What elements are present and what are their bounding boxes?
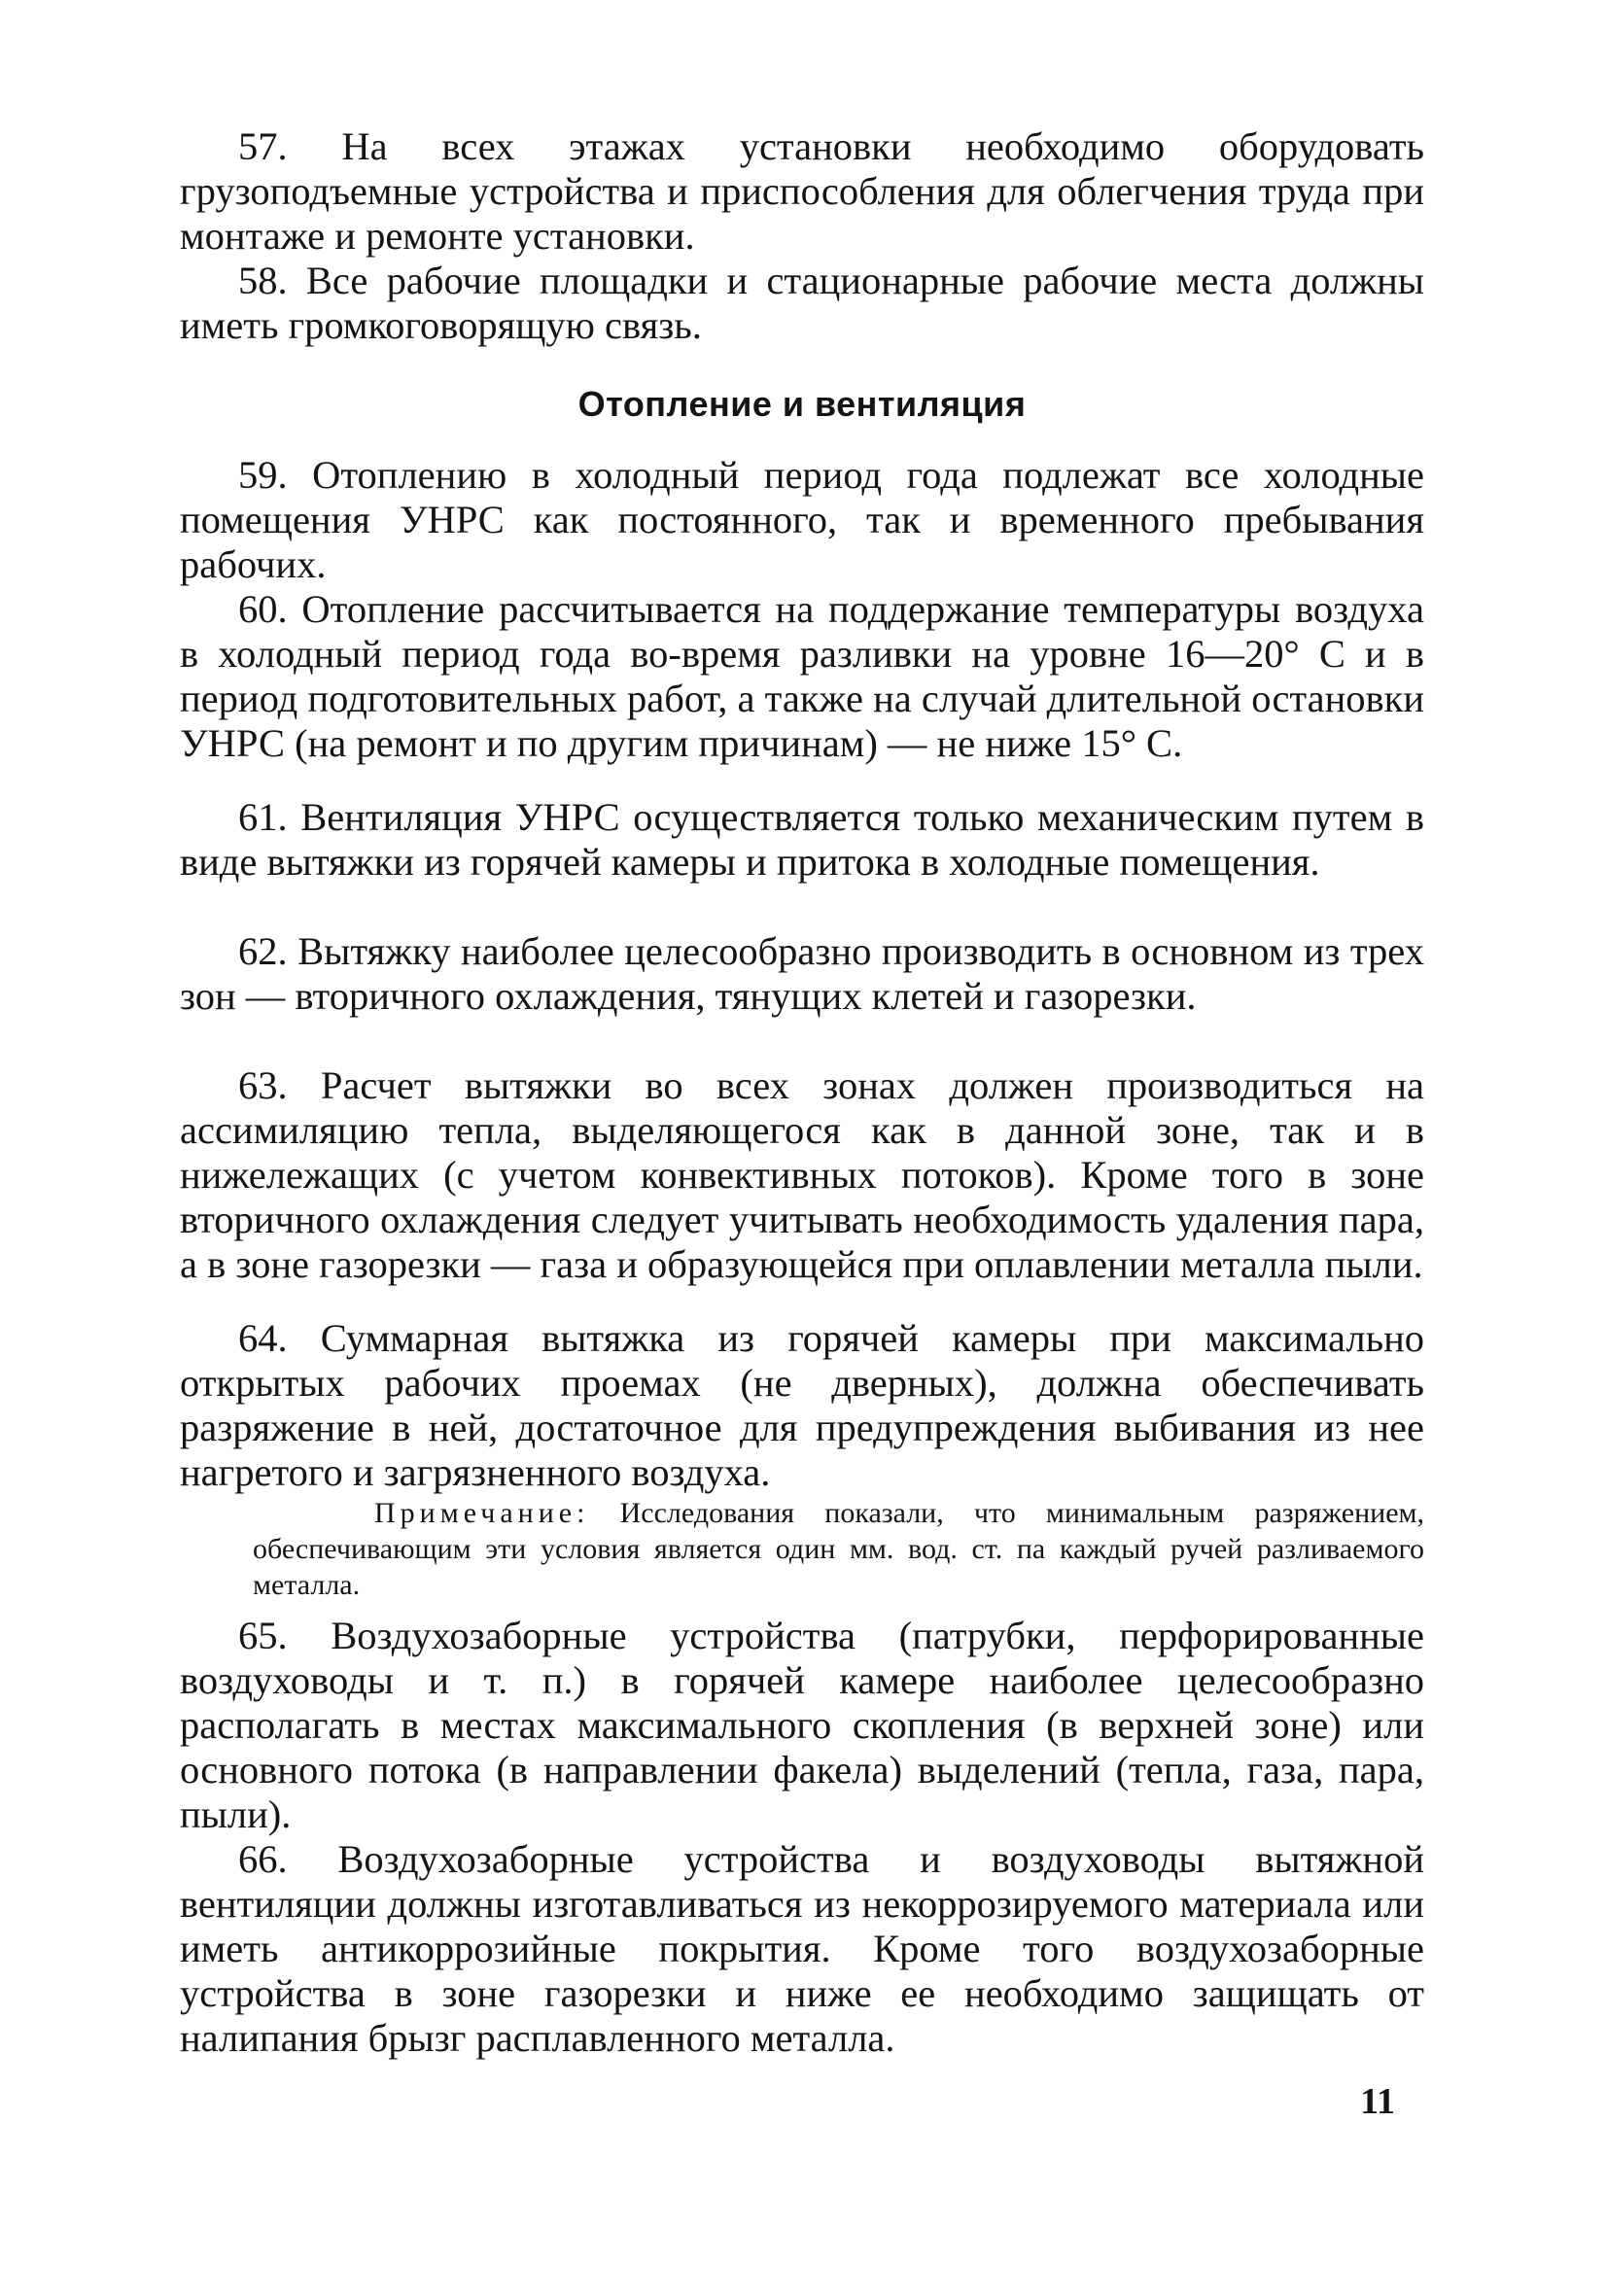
note-text: Исследования показали, что минимальным разряжением, обеспечивающим эти условия является один мм. вод. ст. па каждый ручей разливаемого металла.: [253, 1497, 1424, 1601]
note: [253, 1495, 1424, 1603]
paragraph-61: 61. Вентиляция УНРС осуществляется только механическим путем в виде вытяжки из горячей камеры и притока в холодные помещения.: [180, 795, 1424, 884]
page-number: 11: [1360, 2081, 1395, 2122]
section-heading: Отопление и вентиляция: [577, 384, 1027, 424]
paragraph-62: 62. Вытяжку наиболее целесообразно производить в основном из трех зон — вторичного охлаждения, тянущих клетей и газорезки.: [180, 929, 1424, 1018]
paragraph-64: 64. Суммарная вытяжка из горячей камеры при максимально открытых рабочих проемах (не дверных), должна обеспечивать разряжение в ней, достаточное для предупреждения выбивания из нее нагретого и загрязненного воздуха.: [180, 1316, 1424, 1494]
paragraph-63: 63. Расчет вытяжки во всех зонах должен производиться на ассимиляцию тепла, выделяющегося как в данной зоне, так и в нижележащих (с учетом конвективных потоков). Кроме того в зоне вторичного охлаждения следует учитывать необходимость удаления пара, а в зоне газорезки — газа и образующейся при оплавлении металла пыли.: [180, 1063, 1424, 1286]
paragraph-65: 65. Воздухозаборные устройства (патрубки, перфорированные воздуховоды и т. п.) в горячей камере наиболее целесообразно располагать в местах максимального скопления (в верхней зоне) или основного потока (в направлении факела) выделений (тепла, газа, пара, пыли).: [180, 1614, 1424, 1836]
paragraph-58: 58. Все рабочие площадки и стационарные рабочие места должны иметь громкоговорящую связь.: [180, 259, 1424, 347]
paragraph-57: 57. На всех этажах установки необходимо оборудовать грузоподъемные устройства и приспособления для облегчения труда при монтаже и ремонте установки.: [180, 124, 1424, 258]
paragraph-66: 66. Воздухозаборные устройства и воздуховоды вытяжной вентиляции должны изготавливаться из некоррозируемого материала или иметь антикоррозийные покрытия. Кроме того воздухозаборные устройства в зоне газорезки и ниже ее необходимо защищать от налипания брызг расплавленного металла.: [180, 1837, 1424, 2060]
note-label: Примечание:: [374, 1497, 590, 1529]
paragraph-59: 59. Отоплению в холодный период года подлежат все холодные помещения УНРС как постоянного, так и временного пребывания рабочих.: [180, 453, 1424, 586]
paragraph-60: 60. Отопление рассчитывается на поддержание температуры воздуха в холодный период года во-время разливки на уровне 16—20° С и в период подготовительных работ, а также на случай длительной остановки УНРС (на ремонт и по другим причинам) — не ниже 15° С.: [180, 587, 1424, 765]
